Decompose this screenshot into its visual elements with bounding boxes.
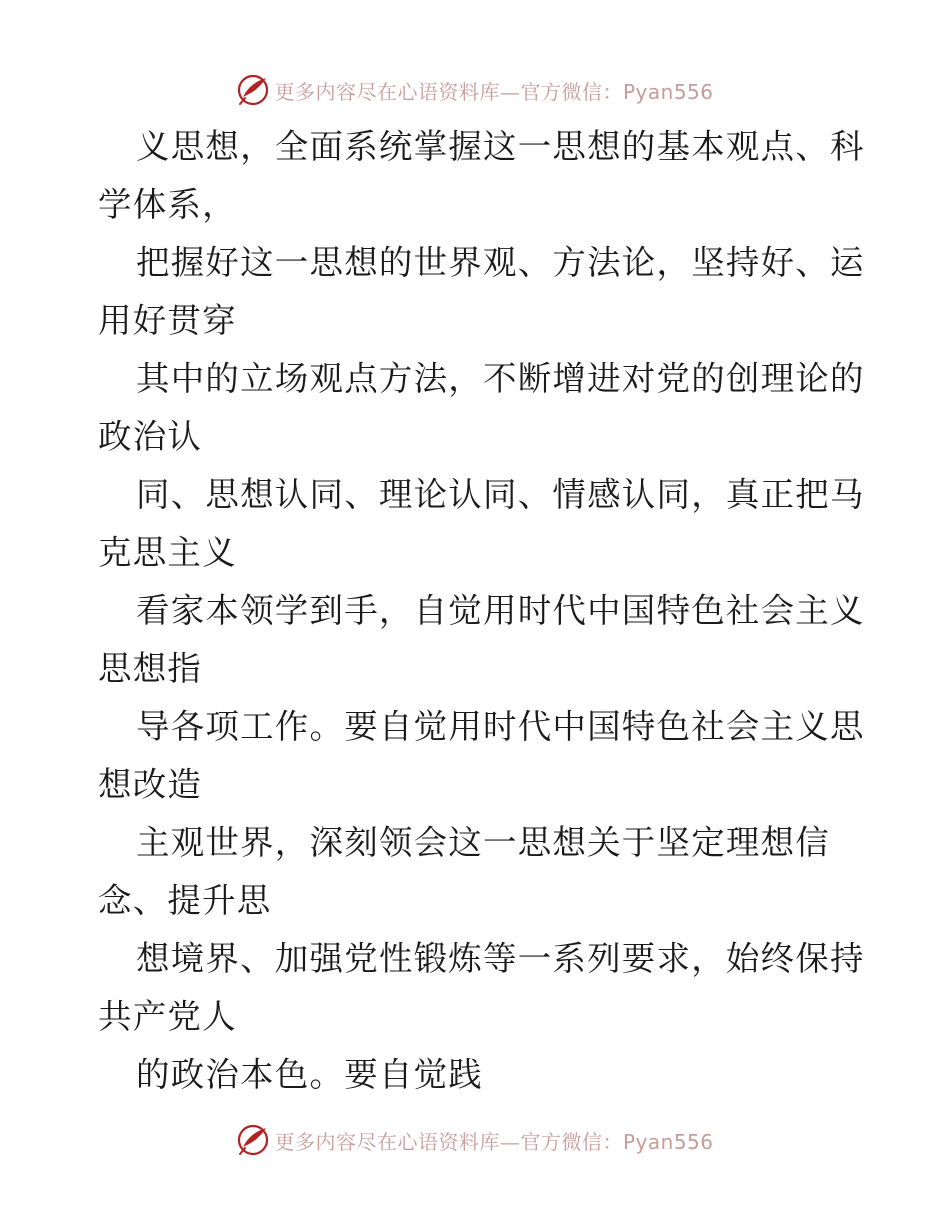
paragraph-line: 用好贯穿 bbox=[98, 301, 237, 340]
paragraph-line: 念、提升思 bbox=[98, 881, 272, 920]
paragraph-line: 看家本领学到手，自觉用时代中国特色社会主义 bbox=[136, 591, 865, 630]
paragraph-line: 义思想，全面系统掌握这一思想的基本观点、科 bbox=[136, 127, 865, 166]
paragraph-line: 的政治本色。要自觉践 bbox=[136, 1055, 483, 1094]
feather-quill-logo-icon bbox=[236, 1123, 270, 1157]
paragraph-line: 政治认 bbox=[98, 417, 203, 456]
footer-banner bbox=[0, 1120, 950, 1160]
footer-text: 更多内容尽在心语资料库—官方微信： bbox=[274, 1129, 623, 1154]
header-banner-text bbox=[274, 76, 713, 105]
paragraph-line: 克思主义 bbox=[98, 533, 237, 572]
paragraph-line: 思想指 bbox=[98, 649, 203, 688]
paragraph-line: 想境界、加强党性锻炼等一系列要求，始终保持 bbox=[136, 939, 865, 978]
header-handle: Pyan556 bbox=[622, 79, 714, 104]
paragraph-line: 把握好这一思想的世界观、方法论，坚持好、运 bbox=[136, 243, 865, 282]
paragraph-line: 同、思想认同、理论认同、情感认同，真正把马 bbox=[136, 475, 865, 514]
paragraph-line: 其中的立场观点方法，不断增进对党的创理论的 bbox=[136, 359, 865, 398]
feather-quill-logo-icon bbox=[236, 73, 270, 107]
paragraph-line: 想改造 bbox=[98, 765, 203, 804]
paragraph-line: 导各项工作。要自觉用时代中国特色社会主义思 bbox=[136, 707, 865, 746]
header-text: 更多内容尽在心语资料库—官方微信： bbox=[274, 79, 623, 104]
document-body bbox=[98, 118, 865, 1104]
header-banner bbox=[0, 70, 950, 110]
footer-handle: Pyan556 bbox=[622, 1129, 714, 1154]
paragraph-line: 共产党人 bbox=[98, 997, 237, 1036]
paragraph-line: 主观世界，深刻领会这一思想关于坚定理想信 bbox=[136, 823, 830, 862]
footer-banner-text bbox=[274, 1126, 713, 1155]
paragraph-line: 学体系， bbox=[98, 185, 237, 224]
